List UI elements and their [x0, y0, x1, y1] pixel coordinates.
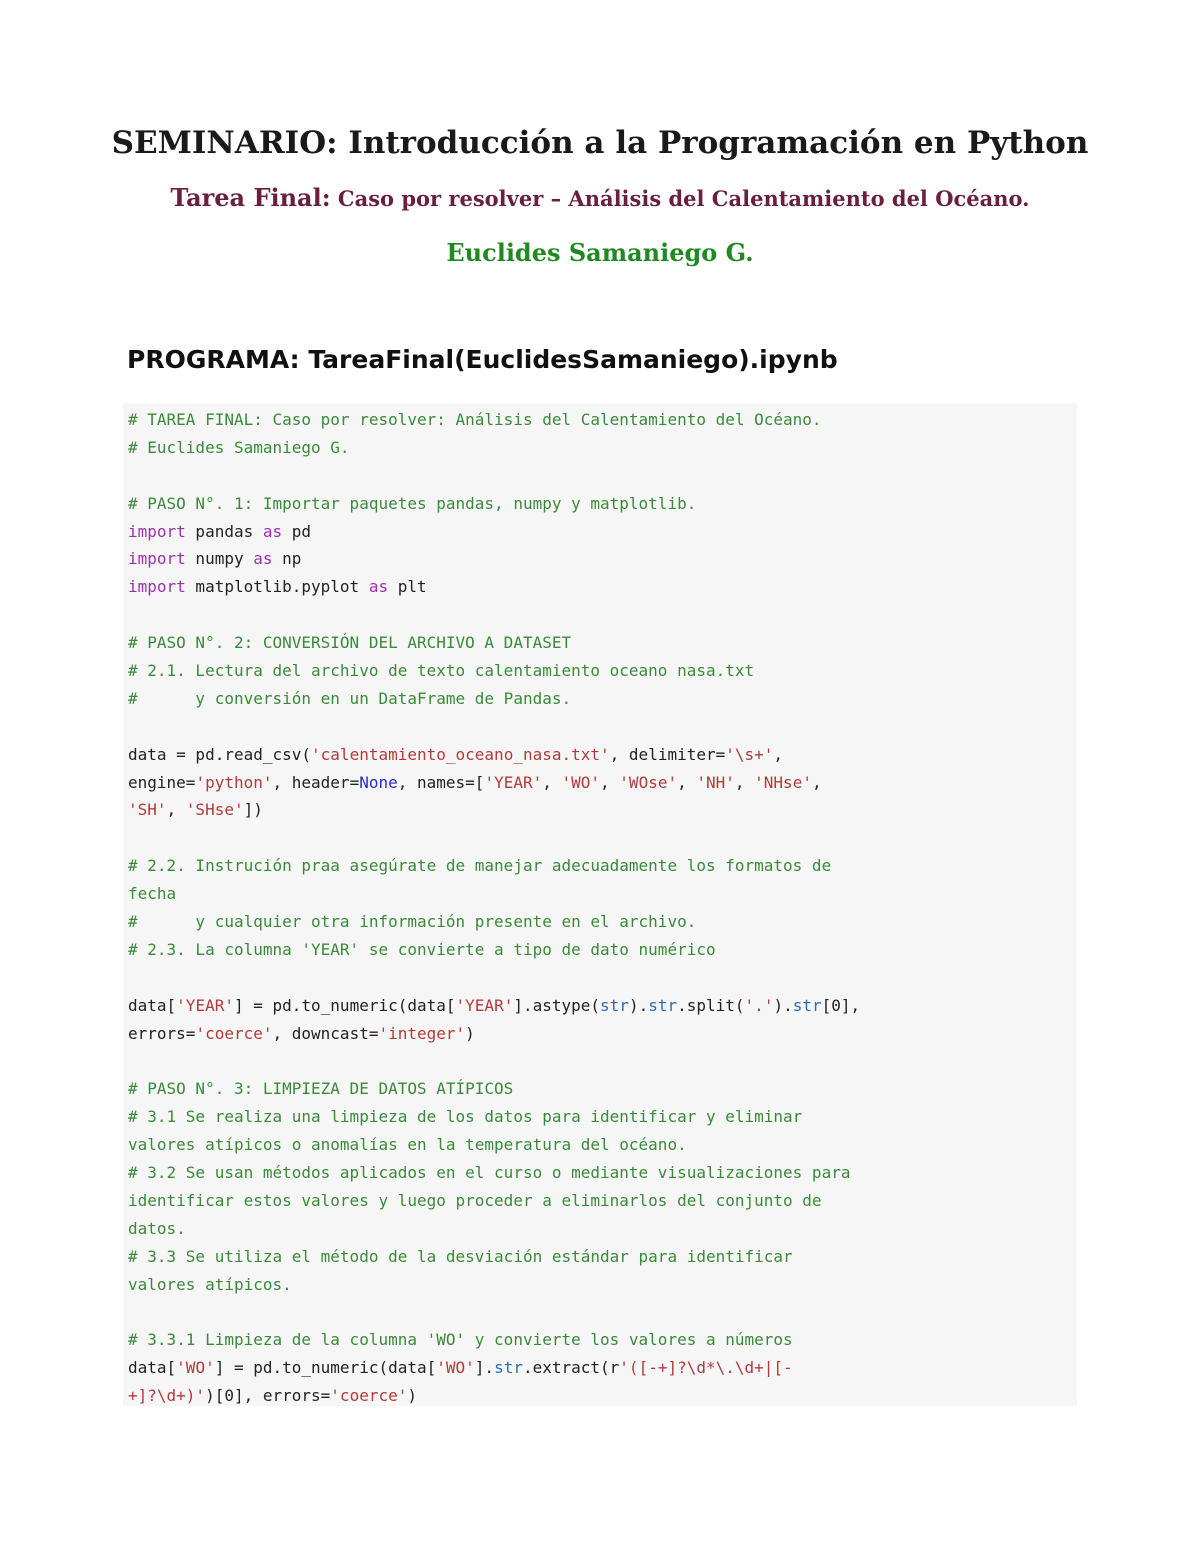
code-token: , names=[ [397, 772, 485, 792]
code-token: ). [773, 995, 793, 1015]
code-token: ]. [474, 1358, 495, 1378]
subtitle-lead: Tarea Final: [170, 183, 331, 212]
code-block [123, 403, 1077, 1406]
builtin-token: str [600, 995, 629, 1015]
code-token: plt [388, 577, 427, 597]
code-token: , [600, 772, 620, 792]
keyword: import [128, 577, 186, 597]
blank-line [128, 1299, 1077, 1327]
keyword: import [128, 521, 186, 541]
code-line [128, 1020, 1077, 1048]
code-line: # PASO N°. 2: CONVERSIÓN DEL ARCHIVO A DATASET [128, 633, 572, 653]
string-token: 'WO' [176, 1358, 215, 1378]
code-line: # PASO N°. 3: LIMPIEZA DE DATOS ATÍPICOS [128, 1079, 514, 1099]
blank-line [128, 601, 1077, 629]
code-token: .extract(r [522, 1358, 620, 1378]
code-token: , delimiter= [609, 744, 726, 764]
code-token: data[ [128, 995, 177, 1015]
code-line [128, 518, 1077, 546]
code-token: , [734, 772, 755, 792]
string-token: 'WO' [436, 1358, 475, 1378]
subtitle-rest: Caso por resolver – Análisis del Calentamiento del Océano. [330, 186, 1030, 211]
string-token: 'WOse' [619, 772, 678, 792]
string-token: '\s+' [725, 744, 774, 764]
code-token: ). [628, 995, 649, 1015]
code-line: # TAREA FINAL: Caso por resolver: Análisis del Calentamiento del Océano. [128, 410, 822, 429]
code-token: , downcast= [272, 1023, 379, 1043]
builtin-token: str [792, 995, 822, 1015]
blank-line [128, 964, 1077, 992]
code-token: ] = pd.to_numeric(data[ [214, 1358, 437, 1378]
code-token: , [773, 744, 784, 764]
code-line: # 2.2. Instrución praa asegúrate de manejar adecuadamente los formatos de [128, 856, 832, 876]
code-token: , [811, 772, 822, 792]
string-token: 'coerce' [195, 1023, 273, 1043]
code-token: data = pd.read_csv( [128, 744, 312, 764]
author-name: Euclides Samaniego G. [446, 238, 754, 267]
keyword: as [262, 521, 283, 541]
string-token: '([-+]?\d*\.\d+|[- [619, 1358, 793, 1378]
code-line: valores atípicos o anomalías en la temperatura del océano. [128, 1135, 687, 1155]
code-token: ].astype( [513, 995, 601, 1015]
code-line [128, 741, 1077, 769]
string-token: 'YEAR' [176, 995, 234, 1015]
code-line: fecha [128, 884, 177, 904]
string-token: 'coerce' [330, 1386, 408, 1406]
string-token: 'WO' [561, 772, 601, 792]
code-token: engine= [128, 772, 196, 792]
code-token: ]) [243, 800, 263, 820]
document-subtitle [0, 183, 1200, 212]
builtin-token: None [359, 772, 398, 792]
keyword: as [368, 577, 389, 597]
builtin-token: str [494, 1358, 523, 1378]
code-line: valores atípicos. [128, 1274, 292, 1294]
program-heading: PROGRAMA: TareaFinal(EuclidesSamaniego).ipynb [127, 345, 838, 374]
code-line: # 3.3.1 Limpieza de la columna 'WO' y convierte los valores a números [128, 1330, 793, 1350]
code-line [128, 992, 1077, 1020]
code-token: ] = pd.to_numeric(data[ [233, 995, 456, 1015]
blank-line [128, 824, 1077, 852]
code-line: # y cualquier otra información presente en el archivo. [128, 912, 697, 932]
keyword: as [253, 549, 273, 569]
code-token: [0], [821, 995, 861, 1015]
string-token: +]?\d+)' [128, 1386, 206, 1406]
string-token: 'integer' [378, 1023, 466, 1043]
code-token: numpy [185, 549, 254, 569]
code-token: , [542, 772, 562, 792]
string-token: 'SH' [128, 800, 167, 820]
string-token: 'NH' [696, 772, 735, 792]
code-token: ) [465, 1023, 475, 1043]
string-token: 'YEAR' [455, 995, 514, 1015]
code-token: , [677, 772, 697, 792]
code-line: identificar estos valores y luego proceder a eliminarlos del conjunto de [128, 1190, 822, 1210]
document-title: SEMINARIO: Introducción a la Programación en Python [111, 125, 1089, 161]
string-token: 'python' [195, 772, 273, 792]
code-line [128, 545, 1077, 573]
code-line [128, 796, 1077, 824]
code-token: )[0], errors= [205, 1386, 331, 1406]
keyword: import [128, 549, 186, 569]
code-token: .split( [677, 995, 745, 1015]
code-token: np [272, 549, 302, 569]
blank-line [128, 1047, 1077, 1075]
blank-line [128, 713, 1077, 741]
code-line [128, 769, 1077, 797]
code-token: pandas [185, 521, 263, 541]
code-line: # 3.2 Se usan métodos aplicados en el curso o mediante visualizaciones para [128, 1163, 851, 1183]
string-token: 'SHse' [185, 800, 244, 820]
code-line: # 3.1 Se realiza una limpieza de los datos para identificar y eliminar [128, 1107, 803, 1127]
string-token: '.' [744, 995, 774, 1015]
code-line: datos. [128, 1218, 186, 1238]
code-token: , header= [272, 772, 360, 792]
code-token: data[ [128, 1358, 177, 1378]
code-line: # y conversión en un DataFrame de Pandas. [128, 688, 572, 708]
code-token: errors= [128, 1023, 196, 1043]
string-token: 'NHse' [754, 772, 812, 792]
code-line: # Euclides Samaniego G. [128, 437, 350, 457]
code-token: matplotlib.pyplot [185, 577, 369, 597]
code-line: # 2.1. Lectura del archivo de texto calentamiento oceano nasa.txt [128, 661, 755, 681]
string-token: 'calentamiento_oceano_nasa.txt' [311, 744, 610, 764]
code-token: pd [282, 521, 312, 541]
code-line [128, 1382, 1077, 1410]
code-line [128, 573, 1077, 601]
code-token: ) [407, 1386, 417, 1406]
code-line [128, 1354, 1077, 1382]
string-token: 'YEAR' [484, 772, 543, 792]
code-line: # 2.3. La columna 'YEAR' se convierte a tipo de dato numérico [128, 939, 716, 959]
code-line: # 3.3 Se utiliza el método de la desviación estándar para identificar [128, 1246, 793, 1266]
blank-line [128, 462, 1077, 490]
builtin-token: str [648, 995, 678, 1015]
code-line: # PASO N°. 1: Importar paquetes pandas, numpy y matplotlib. [128, 493, 697, 513]
code-token: , [166, 800, 186, 820]
